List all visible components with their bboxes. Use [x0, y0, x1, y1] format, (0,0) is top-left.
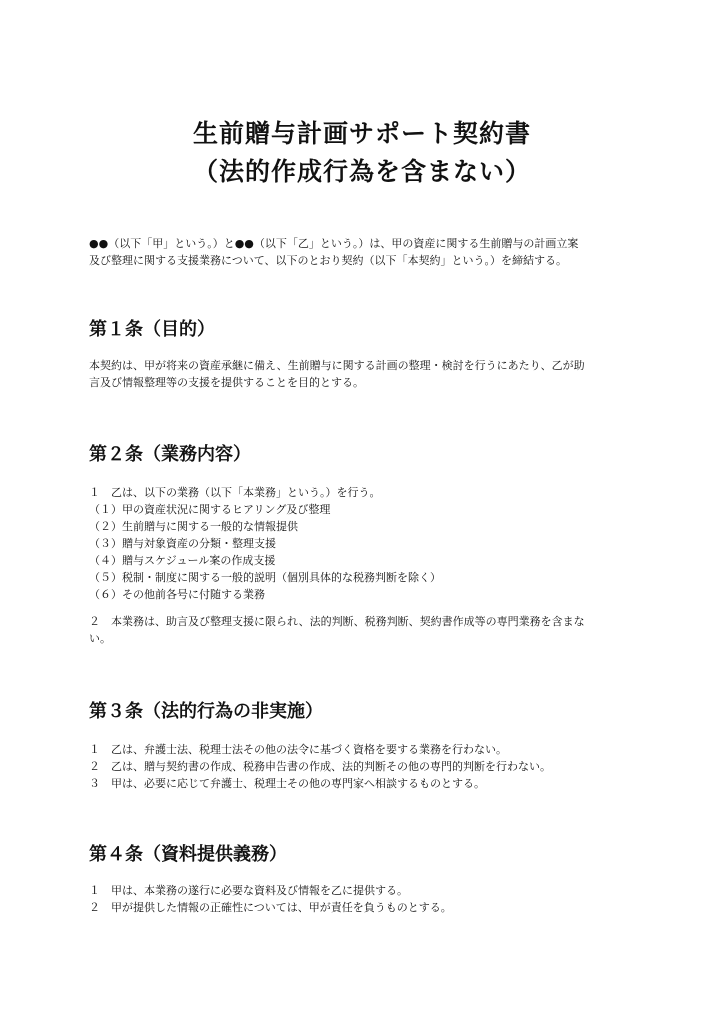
document-title-line-2: （法的作成行為を含まない） [192, 157, 531, 186]
article-2-item-line: （１）甲の資産状況に関するヒアリング及び整理 [89, 503, 331, 516]
preamble-line-1: ●●（以下「甲」という。）と●●（以下「乙」という。）は、甲の資産に関する生前贈与の計画立案 [89, 237, 579, 250]
document-title-line-1: 生前贈与計画サポート契約書 [192, 119, 531, 148]
article-2-item-line: （３）贈与対象資産の分類・整理支援 [89, 537, 276, 550]
article-2-clause-2-line-1: ２ 本業務は、助言及び整理支援に限られ、法的判断、税務判断、契約書作成等の専門業務を含まな [89, 615, 585, 628]
article-2-item-line: （５）税制・制度に関する一般的説明（個別具体的な税務判断を除く） [89, 571, 441, 584]
article-2-item-line: （４）贈与スケジュール案の作成支援 [89, 554, 276, 567]
article-2-item-line: （２）生前贈与に関する一般的な情報提供 [89, 520, 298, 533]
article-3-line-2: ２ 乙は、贈与契約書の作成、税務申告書の作成、法的判断その他の専門的判断を行わない。 [89, 760, 551, 773]
article-2-item-line: （６）その他前各号に付随する業務 [89, 588, 265, 601]
article-2-heading: 第２条（業務内容） [89, 444, 251, 465]
article-2-clause-2-line-2: い。 [89, 632, 111, 645]
article-3-heading: 第３条（法的行為の非実施） [89, 701, 323, 722]
article-2-item-line: １ 乙は、以下の業務（以下「本業務」という。）を行う。 [89, 486, 381, 499]
preamble-line-2: 及び整理に関する支援業務について、以下のとおり契約（以下「本契約」という。）を締結する。 [89, 254, 568, 267]
article-3-line-1: １ 乙は、弁護士法、税理士法その他の法令に基づく資格を要する業務を行わない。 [89, 743, 507, 756]
article-1-line-1: 本契約は、甲が将来の資産承継に備え、生前贈与に関する計画の整理・検討を行うにあたり、乙が助 [89, 359, 585, 372]
article-1-heading: 第１条（目的） [89, 319, 215, 340]
article-1-line-2: 言及び情報整理等の支援を提供することを目的とする。 [89, 376, 364, 389]
article-4-heading: 第４条（資料提供義務） [89, 844, 287, 865]
article-3-line-3: ３ 甲は、必要に応じて弁護士、税理士その他の専門家へ相談するものとする。 [89, 777, 485, 790]
article-4-line-2: ２ 甲が提供した情報の正確性については、甲が責任を負うものとする。 [89, 901, 452, 914]
article-4-line-1: １ 甲は、本業務の遂行に必要な資料及び情報を乙に提供する。 [89, 884, 408, 897]
